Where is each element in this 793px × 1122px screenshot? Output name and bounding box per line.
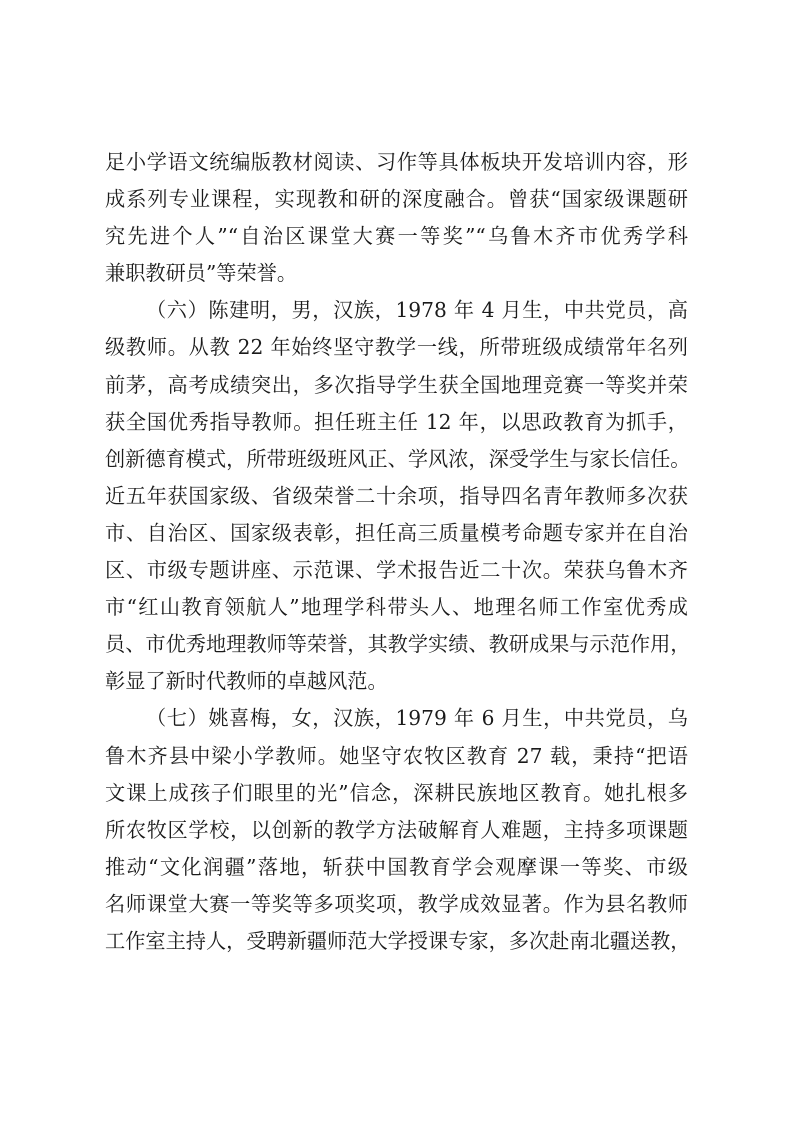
text-line: 区、市级专题讲座、示范课、学术报告近二十次。荣获乌鲁木齐 xyxy=(105,558,688,583)
text-line: 所农牧区学校，以创新的教学方法破解育人难题，主持多项课题 xyxy=(105,817,688,842)
text-line: 市、自治区、国家级表彰，担任高三质量模考命题专家并在自治 xyxy=(105,520,688,545)
text-line: 市“红山教育领航人”地理学科带头人、地理名师工作室优秀成 xyxy=(105,595,688,620)
text-line: 前茅，高考成绩突出，多次指导学生获全国地理竞赛一等奖并荣 xyxy=(105,372,688,397)
text-line: 鲁木齐县中梁小学教师。她坚守农牧区教育 27 载，秉持“把语 xyxy=(105,743,688,768)
text-line: 创新德育模式，所带班级班风正、学风浓，深受学生与家长信任。 xyxy=(105,446,691,471)
text-line: 推动“文化润疆”落地，斩获中国教育学会观摩课一等奖、市级 xyxy=(105,854,688,879)
text-line: 足小学语文统编版教材阅读、习作等具体板块开发培训内容，形 xyxy=(105,150,688,174)
document-body xyxy=(105,150,691,966)
paragraph-yao-ximei xyxy=(105,706,691,953)
paragraph-chen-jianming xyxy=(105,298,691,694)
text-line: 兼职教研员”等荣誉。 xyxy=(105,261,298,286)
text-line: 工作室主持人，受聘新疆师范大学授课专家，多次赴南北疆送教， xyxy=(105,928,691,953)
text-line: 近五年获国家级、省级荣誉二十余项，指导四名青年教师多次获 xyxy=(105,483,688,508)
text-line: 名师课堂大赛一等奖等多项奖项，教学成效显著。作为县名教师 xyxy=(105,891,688,916)
text-line: 成系列专业课程，实现教和研的深度融合。曾获“国家级课题研 xyxy=(105,187,688,212)
text-line: 文课上成孩子们眼里的光”信念，深耕民族地区教育。她扎根多 xyxy=(105,780,688,805)
text-line: （六）陈建明，男，汉族，1978 年 4 月生，中共党员，高 xyxy=(146,298,688,323)
text-line: （七）姚喜梅，女，汉族，1979 年 6 月生，中共党员，乌 xyxy=(146,706,688,731)
paragraph-continuation xyxy=(105,150,688,285)
text-line: 级教师。从教 22 年始终坚守教学一线，所带班级成绩常年名列 xyxy=(105,335,688,360)
text-line: 究先进个人”“自治区课堂大赛一等奖”“乌鲁木齐市优秀学科 xyxy=(105,224,688,249)
text-line: 获全国优秀指导教师。担任班主任 12 年，以思政教育为抓手， xyxy=(105,409,688,434)
text-line: 彰显了新时代教师的卓越风范。 xyxy=(105,669,388,694)
text-line: 员、市优秀地理教师等荣誉，其教学实绩、教研成果与示范作用， xyxy=(105,632,691,657)
